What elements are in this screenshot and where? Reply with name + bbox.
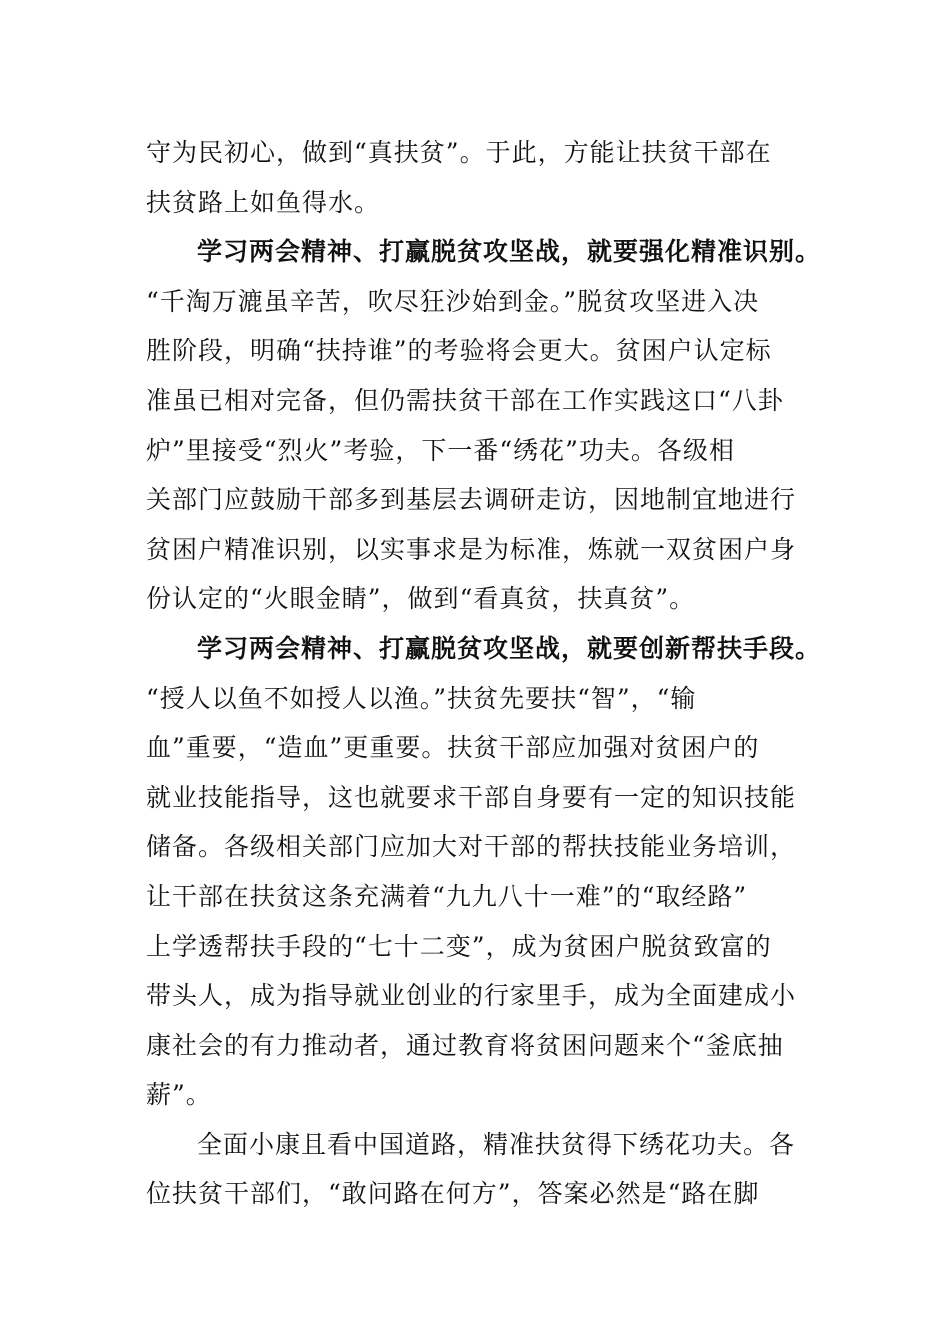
text-line: 份认定的“火眼金睛”，做到“看真贫，扶真贫”。 (146, 584, 696, 614)
text-line: 关部门应鼓励干部多到基层去调研走访，因地制宜地进行 (146, 485, 797, 515)
text-line: 位扶贫干部们，“敢问路在何方”，答案必然是“路在脚 (146, 1179, 760, 1209)
text-line: 胜阶段，明确“扶持谁”的考验将会更大。贫困户认定标 (146, 336, 772, 366)
paragraph-start: 全面小康且看中国道路，精准扶贫得下绣花功夫。各 (197, 1129, 796, 1159)
section-heading: 学习两会精神、打赢脱贫攻坚战，就要强化精准识别。 (197, 237, 822, 267)
text-line: 炉”里接受“烈火”考验，下一番“绣花”功夫。各级相 (146, 435, 735, 465)
text-line: 储备。各级相关部门应加大对干部的帮扶技能业务培训， (146, 832, 797, 862)
section-heading: 学习两会精神、打赢脱贫攻坚战，就要创新帮扶手段。 (197, 633, 822, 663)
text-line: 让干部在扶贫这条充满着“九九八十一难”的“取经路” (146, 881, 748, 911)
text-line: 带头人，成为指导就业创业的行家里手，成为全面建成小 (146, 981, 797, 1011)
body-text (146, 128, 822, 1219)
text-line: 血”重要，“造血”更重要。扶贫干部应加强对贫困户的 (146, 733, 760, 763)
text-line: 就业技能指导，这也就要求干部自身要有一定的知识技能 (146, 782, 797, 812)
text-line: “千淘万漉虽辛苦，吹尽狂沙始到金。”脱贫攻坚进入决 (146, 286, 760, 316)
text-line: 贫困户精准识别，以实事求是为标准，炼就一双贫困户身 (146, 534, 797, 564)
text-line: 扶贫路上如鱼得水。 (146, 187, 381, 217)
text-line: 准虽已相对完备，但仍需扶贫干部在工作实践这口“八卦 (146, 385, 784, 415)
text-line: “授人以鱼不如授人以渔。”扶贫先要扶“智”，“输 (146, 683, 697, 713)
text-line: 上学透帮扶手段的“七十二变”，成为贫困户脱贫致富的 (146, 931, 772, 961)
text-line: 康社会的有力推动者，通过教育将贫困问题来个“釜底抽 (146, 1030, 784, 1060)
text-line: 守为民初心，做到“真扶贫”。于此，方能让扶贫干部在 (146, 138, 772, 167)
text-line: 薪”。 (146, 1080, 212, 1110)
